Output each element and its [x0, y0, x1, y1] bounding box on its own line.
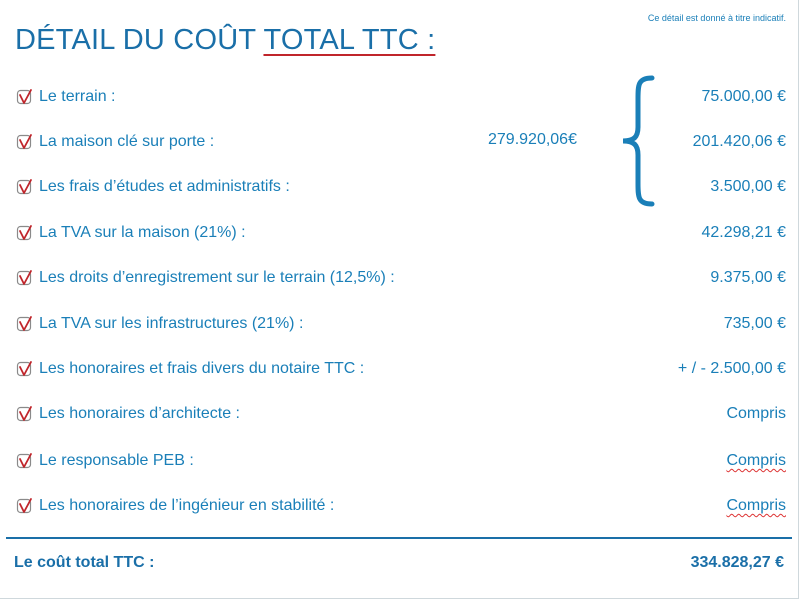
title-underlined: TOTAL TTC :	[263, 24, 436, 56]
item-value: Compris	[726, 497, 786, 514]
total-value: 334.828,27 €	[690, 554, 784, 571]
item-value: 735,00 €	[723, 315, 786, 332]
item-value: 9.375,00 €	[710, 269, 786, 286]
total-divider	[6, 537, 792, 539]
item-label: Les honoraires et frais divers du notaire TTC :	[39, 360, 365, 377]
item-label: Le responsable PEB :	[39, 452, 194, 469]
item-value: 3.500,00 €	[710, 178, 786, 195]
cost-row-ingenieur	[16, 497, 786, 521]
item-value: 42.298,21 €	[701, 224, 786, 241]
checkbox-checked-icon	[16, 270, 34, 288]
curly-brace-icon	[618, 75, 658, 207]
cost-row-frais-etudes	[16, 178, 786, 202]
cost-row-peb	[16, 452, 786, 476]
cost-row-tva-infrastructures	[16, 315, 786, 339]
checkbox-checked-icon	[16, 89, 34, 107]
cost-row-tva-maison	[16, 224, 786, 248]
cost-row-architecte	[16, 405, 786, 429]
checkbox-checked-icon	[16, 134, 34, 152]
disclaimer-note: Ce détail est donné à titre indicatif.	[647, 13, 786, 23]
title-prefix: DÉTAIL DU COÛT	[15, 24, 264, 56]
cost-row-droits-enregistrement	[16, 269, 786, 293]
cost-row-notaire	[16, 360, 786, 384]
checkbox-checked-icon	[16, 406, 34, 424]
item-label: Les frais d’études et administratifs :	[39, 178, 290, 195]
checkbox-checked-icon	[16, 316, 34, 334]
cost-row-terrain	[16, 88, 786, 112]
cost-row-maison	[16, 133, 786, 157]
checkbox-checked-icon	[16, 179, 34, 197]
checkbox-checked-icon	[16, 361, 34, 379]
item-label: La TVA sur les infrastructures (21%) :	[39, 315, 304, 332]
checkbox-checked-icon	[16, 453, 34, 471]
page-title	[15, 24, 435, 57]
total-label: Le coût total TTC :	[14, 554, 155, 571]
item-label: La maison clé sur porte :	[39, 133, 215, 150]
item-value: 201.420,06 €	[692, 133, 786, 150]
item-value: Compris	[726, 405, 786, 422]
checkbox-checked-icon	[16, 225, 34, 243]
item-label: Le terrain :	[39, 88, 116, 105]
item-label: Les honoraires d’architecte :	[39, 405, 240, 422]
item-label: Les droits d’enregistrement sur le terrain (12,5%) :	[39, 269, 395, 286]
item-label: La TVA sur la maison (21%) :	[39, 224, 246, 241]
subtotal-value: 279.920,06€	[488, 131, 577, 148]
item-label: Les honoraires de l’ingénieur en stabilité :	[39, 497, 335, 514]
item-value: 75.000,00 €	[701, 88, 786, 105]
item-value: Compris	[726, 452, 786, 469]
item-value: + / - 2.500,00 €	[677, 360, 786, 377]
checkbox-checked-icon	[16, 498, 34, 516]
